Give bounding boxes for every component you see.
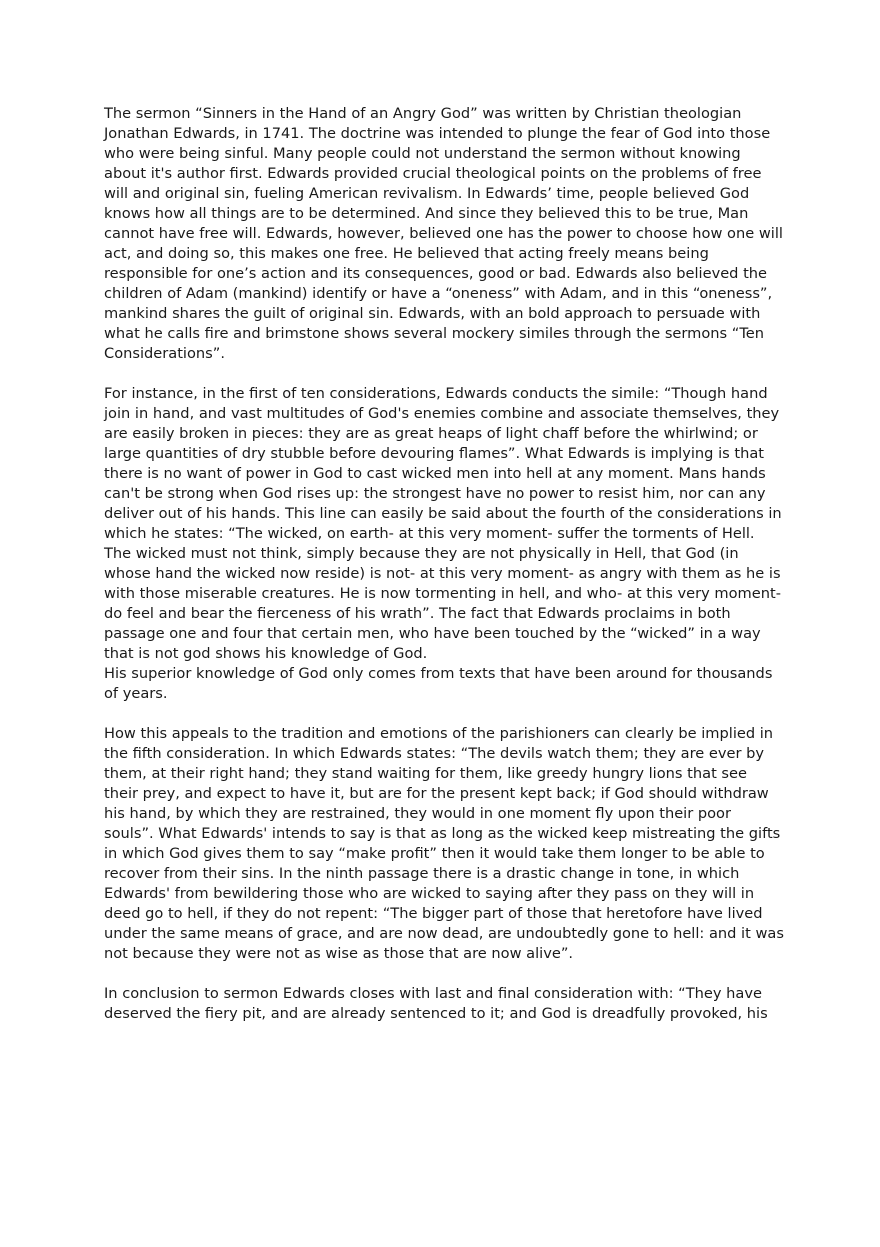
- paragraph-conclusion: In conclusion to sermon Edwards closes with last and final consideration with: “They have deserved the fiery pit, and are already sentenced to it; and God is dreadfully provoked, his: [104, 985, 768, 1022]
- paragraph-fifth-and-ninth-considerations: How this appeals to the tradition and emotions of the parishioners can clearly be implied in the fifth consideration. In which Edwards states: “The devils watch them; they are ever by them, at their right hand; they stand waiting for them, like greedy hungry lions that see their prey, and expect to have it, but are for the present kept back; if God should withdraw his hand, by which they are restrained, they would in one moment fly upon their poor souls”. What Edwards' intends to say is that as long as the wicked keep mistreating the gifts in which God gives them to say “make profit” then it would take them longer to be able to recover from their sins. In the ninth passage there is a drastic change in tone, in which Edwards' from bewildering those who are wicked to saying after they pass on they will in deed go to hell, if they do not repent: “The bigger part of those that heretofore have lived under the same means of grace, and are now dead, are undoubtedly gone to hell: and it was not because they were not as wise as those that are now alive”.: [104, 725, 784, 962]
- document-body: [104, 104, 784, 1044]
- paragraph-first-and-fourth-considerations: For instance, in the first of ten considerations, Edwards conducts the simile: “Though hand join in hand, and vast multitudes of God's enemies combine and associate themselves, they are easily broken in pieces: they are as great heaps of light chaff before the whirlwind; or large quantities of dry stubble before devouring flames”. What Edwards is implying is that there is no want of power in God to cast wicked men into hell at any moment. Mans hands can't be strong when God rises up: the strongest have no power to resist him, nor can any deliver out of his hands. This line can easily be said about the fourth of the considerations in which he states: “The wicked, on earth- at this very moment- suffer the torments of Hell. The wicked must not think, simply because they are not physically in Hell, that God (in whose hand the wicked now reside) is not- at this very moment- as angry with them as he is with those miserable creatures. He is now tormenting in hell, and who- at this very moment- do feel and bear the fierceness of his wrath”. The fact that Edwards proclaims in both passage one and four that certain men, who have been touched by the “wicked” in a way that is not god shows his knowledge of God.: [104, 385, 782, 662]
- paragraph-introduction: The sermon “Sinners in the Hand of an Angry God” was written by Christian theologian Jonathan Edwards, in 1741. The doctrine was intended to plunge the fear of God into those who were being sinful. Many people could not understand the sermon without knowing about it's author first. Edwards provided crucial theological points on the problems of free will and original sin, fueling American revivalism. In Edwards’ time, people believed God knows how all things are to be determined. And since they believed this to be true, Man cannot have free will. Edwards, however, believed one has the power to choose how one will act, and doing so, this makes one free. He believed that acting freely means being responsible for one’s action and its consequences, good or bad. Edwards also believed the children of Adam (mankind) identify or have a “oneness” with Adam, and in this “oneness”, mankind shares the guilt of original sin. Edwards, with an bold approach to persuade with what he calls fire and brimstone shows several mockery similes through the sermons “Ten Considerations”.: [104, 105, 783, 362]
- paragraph-superior-knowledge: His superior knowledge of God only comes from texts that have been around for thousands of years.: [104, 665, 773, 702]
